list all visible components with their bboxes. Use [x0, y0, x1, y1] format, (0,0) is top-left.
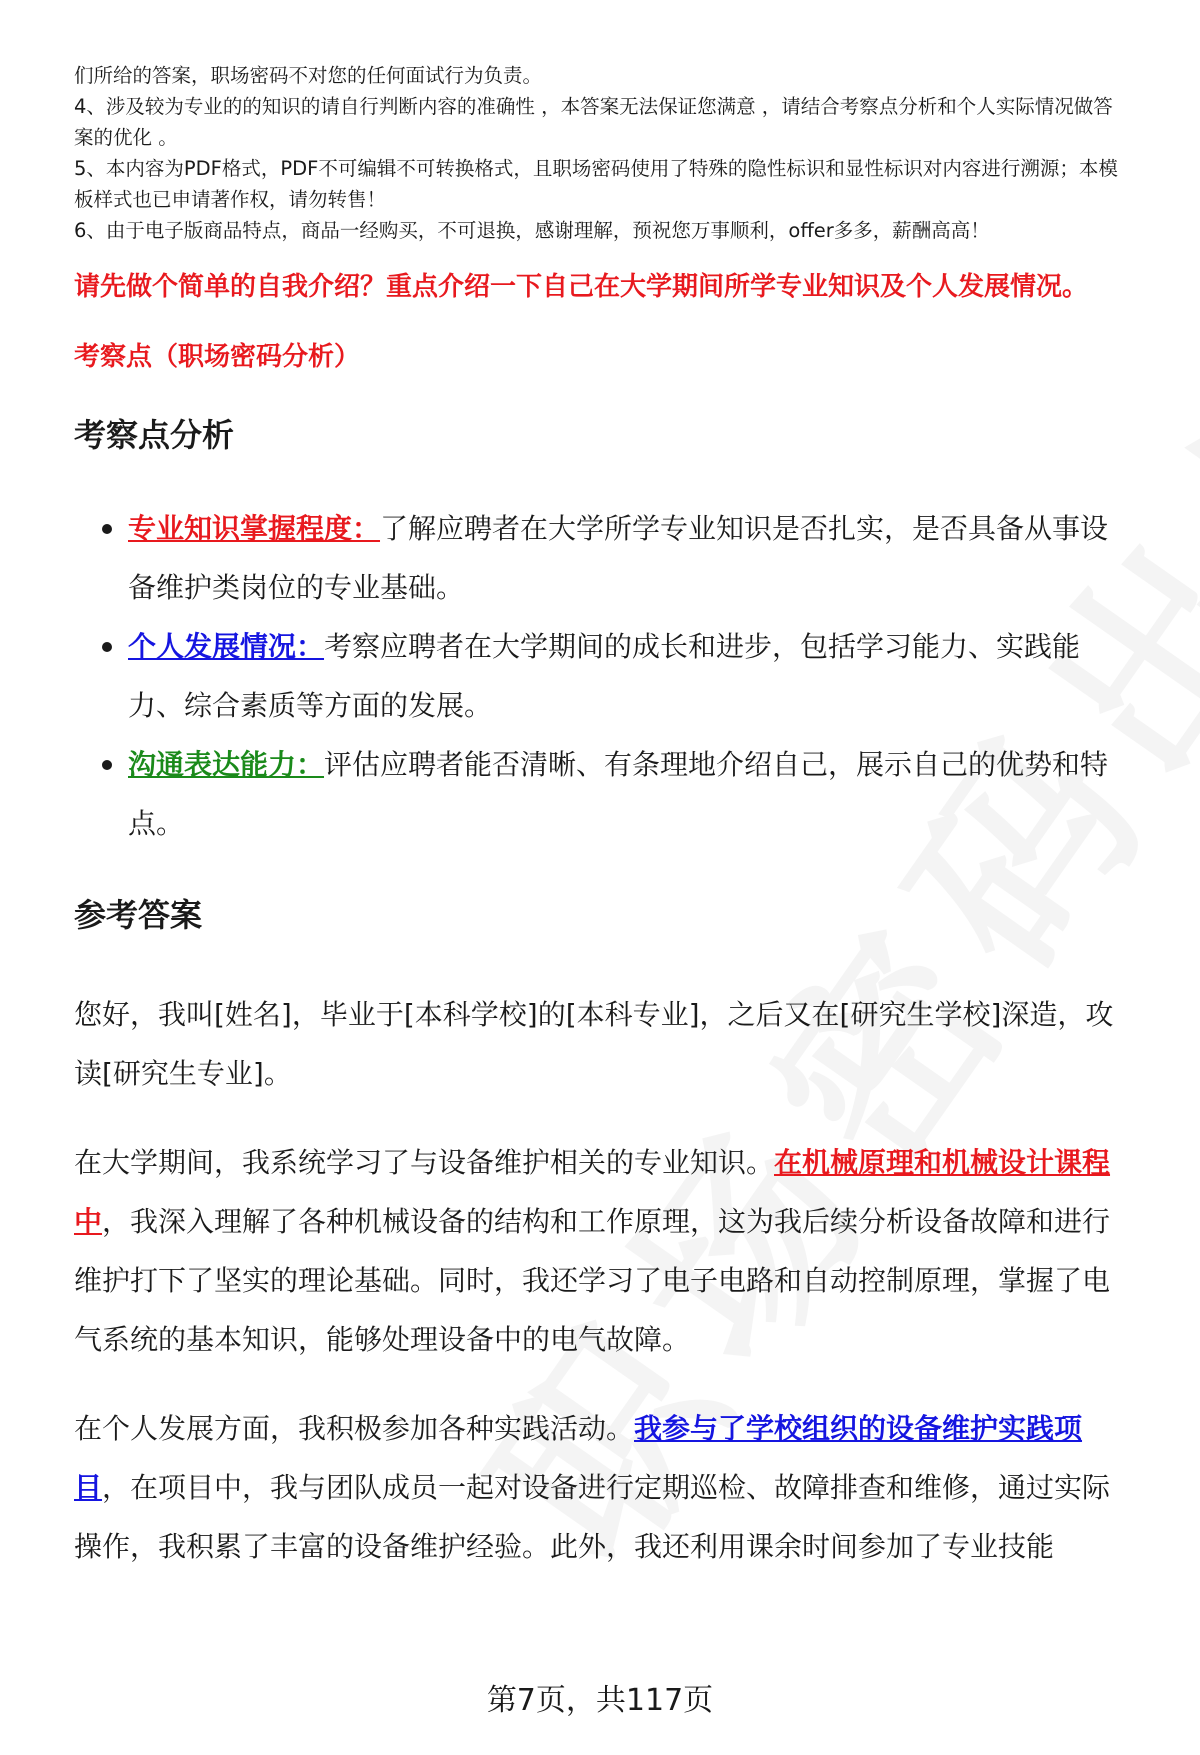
bullet-icon [102, 760, 112, 770]
analysis-label: 考察点（职场密码分析） [74, 342, 361, 372]
notice-line: 5、本内容为PDF格式，PDF不可编辑不可转换格式，且职场密码使用了特殊的隐性标识和显性标识对内容进行溯源；本模板样式也已申请著作权，请勿转售！ [74, 157, 1118, 211]
notice-block [74, 60, 1128, 246]
highlight-text: 在机械原理和机械设计课程中 [74, 1146, 1111, 1238]
paragraph-text: 在个人发展方面，我积极参加各种实践活动。 [74, 1412, 635, 1445]
analysis-point [74, 617, 1128, 735]
highlight-text: 我参与了学校组织的设备维护实践项目 [74, 1412, 1083, 1504]
paragraph-text: 在大学期间，我系统学习了与设备维护相关的专业知识。 [74, 1146, 775, 1179]
notice-line: 们所给的答案，职场密码不对您的任何面试行为负责。 [74, 64, 543, 87]
point-term: 专业知识掌握程度： [128, 512, 381, 545]
analysis-point [74, 735, 1128, 853]
answer-paragraph [74, 1399, 1128, 1576]
bullet-icon [102, 524, 112, 534]
notice-line: 6、由于电子版商品特点，商品一经购买，不可退换，感谢理解，预祝您万事顺利，offer多多，薪酬高高！ [74, 219, 990, 242]
point-text: 考察应聘者在大学期间的成长和进步，包括学习能力、实践能力、综合素质等方面的发展。 [128, 630, 1081, 722]
point-term: 个人发展情况： [128, 630, 325, 663]
notice-line: 4、涉及较为专业的的知识的请自行判断内容的准确性 ，本答案无法保证您满意 ，请结合考察点分析和个人实际情况做答案的优化 。 [74, 95, 1113, 149]
analysis-point [74, 499, 1128, 617]
answer-paragraph [74, 1133, 1128, 1369]
page-footer: 第7页，共117页 [486, 1683, 714, 1718]
answer-heading: 参考答案 [74, 896, 203, 934]
bullet-icon [102, 642, 112, 652]
analysis-heading: 考察点分析 [74, 416, 235, 454]
point-term: 沟通表达能力： [128, 748, 325, 781]
answer-paragraph: 您好，我叫[姓名]，毕业于[本科学校]的[本科专业]，之后又在[研究生学校]深造，攻读[研究生专业]。 [74, 998, 1114, 1090]
paragraph-text: ，我深入理解了各种机械设备的结构和工作原理，这为我后续分析设备故障和进行维护打下了坚实的理论基础。同时，我还学习了电子电路和自动控制原理，掌握了电气系统的基本知识，能够处理设备中的电气故障。 [74, 1205, 1111, 1356]
interview-question: 请先做个简单的自我介绍？重点介绍一下自己在大学期间所学专业知识及个人发展情况。 [74, 272, 1089, 302]
paragraph-text: ，在项目中，我与团队成员一起对设备进行定期巡检、故障排查和维修，通过实际操作，我积累了丰富的设备维护经验。此外，我还利用课余时间参加了专业技能 [74, 1471, 1111, 1563]
analysis-points [74, 499, 1128, 853]
point-text: 评估应聘者能否清晰、有条理地介绍自己，展示自己的优势和特点。 [128, 748, 1109, 840]
point-text: 了解应聘者在大学所学专业知识是否扎实，是否具备从事设备维护类岗位的专业基础。 [128, 512, 1109, 604]
